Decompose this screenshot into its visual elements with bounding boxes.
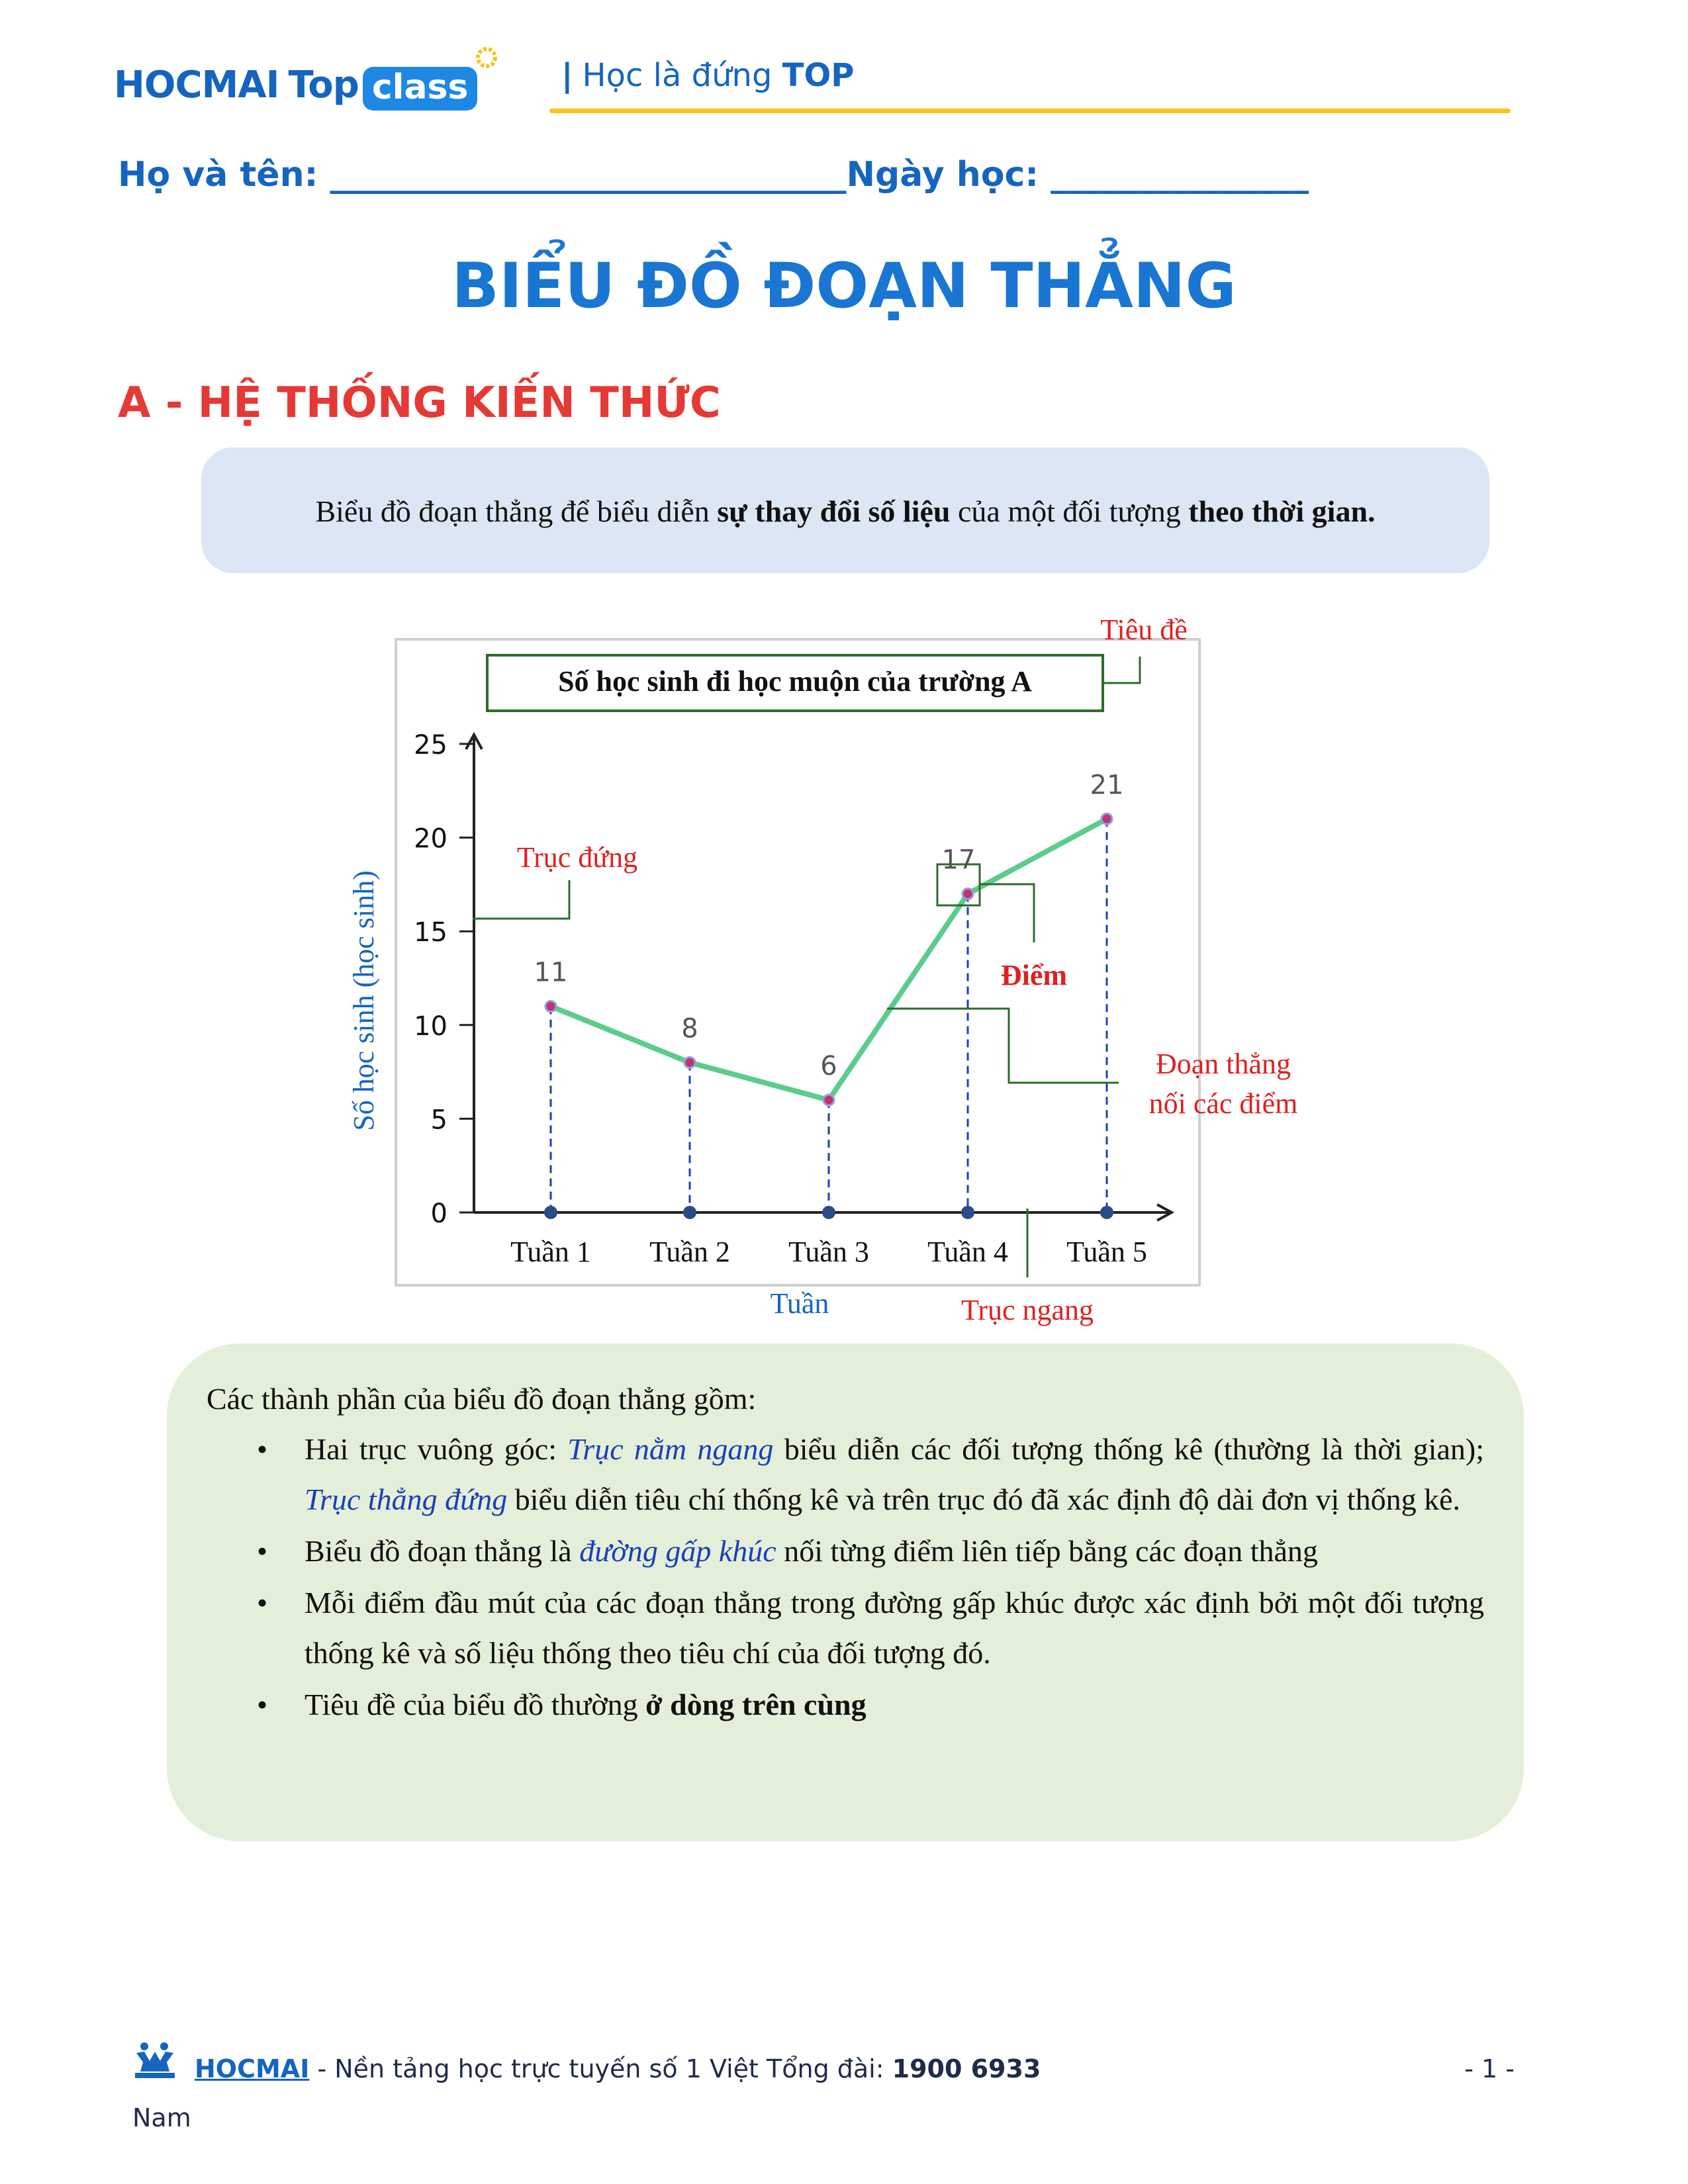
b1-a: Hai trục vuông góc:	[305, 1432, 568, 1466]
components-content	[207, 1374, 1484, 1731]
b1-b: Trục nằm ngang	[567, 1432, 774, 1466]
footer-phone: 1900 6933	[892, 2054, 1041, 2083]
y-tick-label: 5	[430, 1105, 447, 1136]
data-label: 17	[941, 844, 976, 876]
data-point	[684, 1057, 695, 1068]
data-point	[545, 1001, 556, 1011]
x-axis-title: Tuần	[770, 1287, 829, 1320]
component-item	[207, 1578, 1484, 1678]
component-item	[207, 1424, 1484, 1525]
y-tick-label: 25	[414, 730, 447, 760]
x-tick-label: Tuần 4	[927, 1236, 1008, 1268]
data-point	[962, 889, 973, 899]
page-title: BIỂU ĐỒ ĐOẠN THẲNG	[451, 250, 1237, 322]
annotation-point: Điểm	[1000, 959, 1068, 991]
y-tick-label: 10	[414, 1011, 447, 1042]
component-item	[207, 1680, 1484, 1730]
def-bold1: sự thay đổi số liệu	[717, 494, 951, 528]
def-part1: Biểu đồ đoạn thẳng để biểu diễn	[315, 494, 718, 528]
footer-tagline: - Nền tảng học trực tuyến số 1 Việt Tổng đài:	[309, 2054, 892, 2083]
slogan-plain: Học là đứng	[582, 57, 773, 94]
b4-a: Tiêu đề của biểu đồ thường	[305, 1688, 646, 1721]
annotation-x-axis: Trục ngang	[961, 1294, 1094, 1326]
data-label: 11	[534, 957, 568, 988]
y-axis-title: Số học sinh (học sinh)	[348, 870, 380, 1131]
b4-b: ở dòng trên cùng	[645, 1688, 867, 1721]
chart-frame	[396, 639, 1199, 1285]
slogan-bold: TOP	[782, 57, 855, 94]
footer-wrap-text: Nam	[132, 2103, 191, 2132]
annotation-y-axis: Trục đứng	[516, 841, 638, 874]
data-point	[1102, 813, 1112, 824]
axis-dot	[961, 1206, 974, 1219]
axis-dot	[822, 1206, 835, 1219]
x-tick-label: Tuần 5	[1066, 1236, 1147, 1268]
components-intro: Các thành phần của biểu đồ đoạn thẳng gồm:	[207, 1382, 757, 1416]
b3: Mỗi điểm đầu mút của các đoạn thẳng trong đường gấp khúc được xác định bởi một đối tượng thống kê và số liệu thống theo tiêu chí của đối tượng đó.	[305, 1586, 1484, 1670]
axis-dot	[683, 1206, 696, 1219]
data-label: 6	[820, 1051, 837, 1082]
chart-title: Số học sinh đi học muộn của trường A	[558, 665, 1032, 698]
b1-c: biểu diễn các đối tượng thống kê (thường là thời gian);	[773, 1432, 1484, 1466]
footer-text	[132, 2054, 1523, 2083]
x-tick-label: Tuần 2	[649, 1236, 730, 1268]
section-heading: A - HỆ THỐNG KIẾN THỨC	[118, 379, 721, 428]
data-label: 8	[681, 1013, 698, 1044]
name-field-label: Họ và tên: ______________________________	[118, 155, 847, 195]
def-part2: của một đối tượng	[950, 494, 1189, 528]
annotation-segment-2: nối các điểm	[1149, 1087, 1298, 1120]
b2-a: Biểu đồ đoạn thẳng là	[305, 1534, 580, 1568]
logo-top-text: Top	[288, 63, 359, 107]
b1-d: Trục thẳng đứng	[305, 1482, 508, 1516]
b2-b: đường gấp khúc	[579, 1534, 776, 1568]
b1-e: biểu diễn tiêu chí thống kê và trên trục đó đã xác định độ dài đơn vị thống kê.	[507, 1482, 1460, 1516]
b2-c: nối từng điểm liên tiếp bằng các đoạn thẳng	[776, 1534, 1318, 1568]
slogan-bar: |	[561, 57, 573, 94]
axis-dot	[544, 1206, 557, 1219]
data-point	[823, 1095, 834, 1105]
def-bold2: theo thời gian.	[1188, 494, 1376, 528]
footer-brand-link[interactable]: HOCMAI	[195, 2054, 310, 2083]
y-tick-label: 15	[414, 917, 447, 948]
annotation-title: Tiêu đề	[1100, 614, 1188, 646]
component-item	[207, 1526, 1484, 1576]
y-tick-label: 0	[430, 1199, 447, 1229]
logo-class-badge: class	[363, 67, 478, 111]
logo-hocmai-text: HOCMAI	[114, 63, 279, 107]
annotation-segment-1: Đoạn thẳng	[1155, 1048, 1291, 1080]
date-field-label: Ngày học: _______________	[846, 155, 1309, 195]
data-label: 21	[1090, 770, 1124, 801]
x-tick-label: Tuần 1	[510, 1236, 591, 1268]
page-number: - 1 -	[1464, 2054, 1515, 2083]
y-tick-label: 20	[414, 823, 447, 854]
components-list	[207, 1424, 1484, 1730]
x-tick-label: Tuần 3	[788, 1236, 869, 1268]
axis-dot	[1100, 1206, 1113, 1219]
